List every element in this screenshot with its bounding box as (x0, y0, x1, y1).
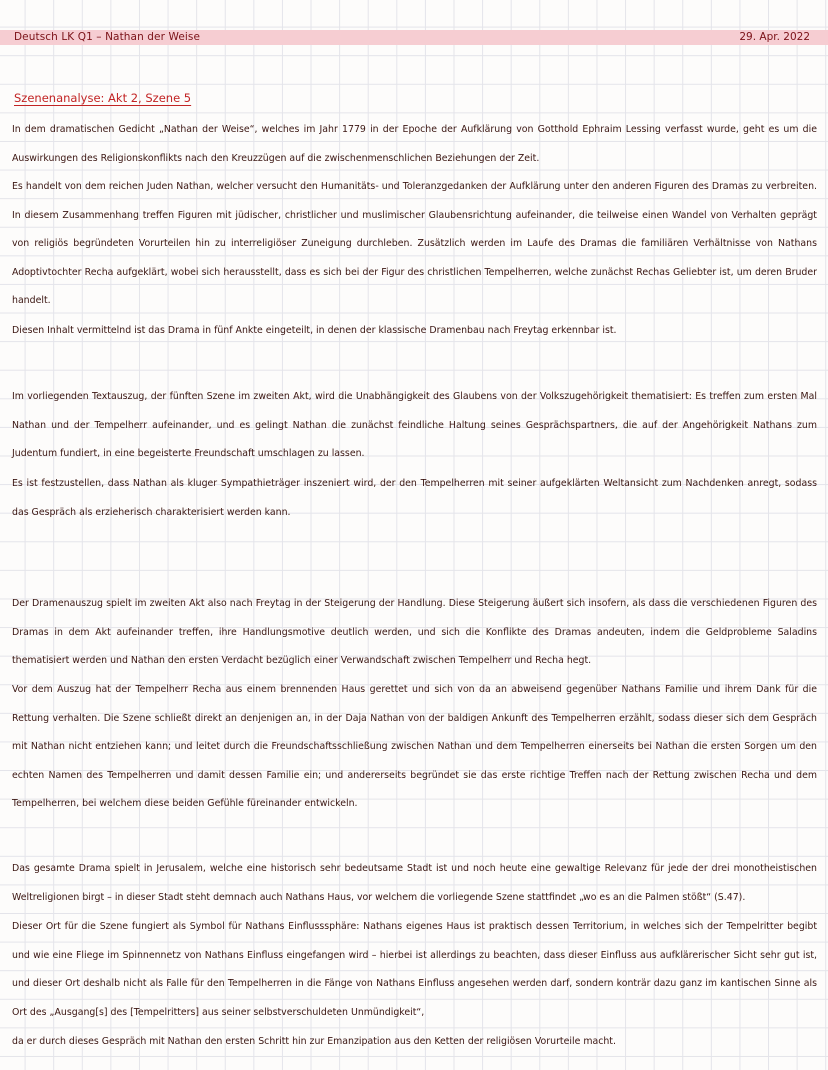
paragraph-intro: In dem dramatischen Gedicht „Nathan der Weise“, welches im Jahr 1779 in der Epoche der Aufklärung von Gotthold Ephraim Lessing verfasst wurde, geht es um die Auswirkungen des Religionskonflikts nach den Kreuzzügen auf die zwischenmenschlichen Beziehungen der Zeit. (12, 124, 817, 164)
paragraph-excerpt: Im vorliegenden Textauszug, der fünften Szene im zweiten Akt, wird die Unabhängigkeit des Glaubens von der Volkszugehörigkeit thematisiert: Es treffen zum ersten Mal Nathan und der Tempelherr aufeinander, und es gelingt Nathan die zunächst feindliche Haltung seines Gesprächspartners, die auf der Angehörigkeit Nathans zum Judentum fundiert, in eine begeisterte Freundschaft umschlagen zu lassen. (12, 391, 817, 460)
header-date: 29. Apr. 2022 (739, 31, 810, 43)
paragraph-conclusion: da er durch dieses Gespräch mit Nathan den ersten Schritt hin zur Emanzipation aus den Ketten der religiösen Vorurteile macht. (12, 1036, 616, 1047)
paragraph-symbolism: Dieser Ort für die Szene fungiert als Symbol für Nathans Einflusssphäre: Nathans eigenes Haus ist praktisch dessen Territorium, in welches sich der Tempelritter begibt und wie eine Fliege im Spinnennetz von Nathans Einfluss eingefangen wird – hierbei ist allerdings zu beachten, dass dieser Einfluss aus aufklärerischer Sicht sehr gut ist, und dieser Ort deshalb nicht als Falle für den Tempelherren in die Fänge von Nathans Einfluss angesehen werden darf, sondern konträr dazu ganz im kantischen Sinne als Ort des „Ausgang[s] des [Tempelritters] aus seiner selbstverschuldeten Unmündigkeit“, (12, 921, 817, 1018)
paragraph-context: Der Dramenauszug spielt im zweiten Akt also nach Freytag in der Steigerung der Handlung. Diese Steigerung äußert sich insofern, als dass die verschiedenen Figuren des Dramas in dem Akt aufeinander treffen, ihre Handlungsmotive deutlich werden, und sich die Konflikte des Dramas andeuten, indem die Geldprobleme Saladins thematisiert werden und Nathan den ersten Verdacht bezüglich einer Verwandschaft zwischen Tempelherr und Recha hegt. (12, 598, 817, 667)
paragraph-thesis: Es ist festzustellen, dass Nathan als kluger Sympathieträger inszeniert wird, der den Tempelherren mit seiner aufgeklärten Weltansicht zum Nachdenken anregt, sodass das Gespräch als erzieherisch charakterisiert werden kann. (12, 478, 817, 518)
paragraph-setting: Das gesamte Drama spielt in Jerusalem, welche eine historisch sehr bedeutsame Stadt ist und noch heute eine gewaltige Relevanz für jede der drei monotheistischen Weltreligionen birgt – in dieser Stadt steht demnach auch Nathans Haus, vor welchem die vorliegende Szene stattfindet „wo es an die Palmen stößt“ (S.47). (12, 863, 817, 903)
paragraph-structure: Diesen Inhalt vermittelnd ist das Drama in fünf Ankte eingeteilt, in denen der klassische Dramenbau nach Freytag erkennbar ist. (12, 325, 617, 336)
paragraph-before-after: Vor dem Auszug hat der Tempelherr Recha aus einem brennenden Haus gerettet und sich von da an abweisend gegenüber Nathans Familie und ihrem Dank für die Rettung verhalten. Die Szene schließt direkt an denjenigen an, in der Daja Nathan von der baldigen Ankunft des Tempelherren erzählt, sodass dieser sich dem Gespräch mit Nathan nicht entziehen kann; und leitet durch die Freundschaftsschließung zwischen Nathan und dem Tempelherren einerseits bei Nathan die ersten Sorgen um den echten Namen des Tempelherren und damit dessen Familie ein; und andererseits begründet sie das erste richtige Treffen nach der Rettung zwischen Recha und dem Tempelherren, bei welchem diese beiden Gefühle füreinander entwickeln. (12, 684, 817, 810)
paragraph-plot: Es handelt von dem reichen Juden Nathan, welcher versucht den Humanitäts- und Toleranzgedanken der Aufklärung unter den anderen Figuren des Dramas zu verbreiten. In diesem Zusammenhang treffen Figuren mit jüdischer, christlicher und muslimischer Glaubensrichtung aufeinander, die teilweise einen Wandel von Verhalten geprägt von religiös begründeten Vorurteilen hin zu interreligiöser Zuneigung durchleben. Zusätzlich werden im Laufe des Dramas die familiären Verhältnisse von Nathans Adoptivtochter Recha aufgeklärt, wobei sich herausstellt, dass es sich bei der Figur des christlichen Tempelherren, welche zunächst Rechas Geliebter ist, um deren Bruder handelt. (12, 181, 817, 307)
header-title: Deutsch LK Q1 – Nathan der Weise (14, 31, 201, 43)
section-title: Szenenanalyse: Akt 2, Szene 5 (14, 91, 192, 105)
